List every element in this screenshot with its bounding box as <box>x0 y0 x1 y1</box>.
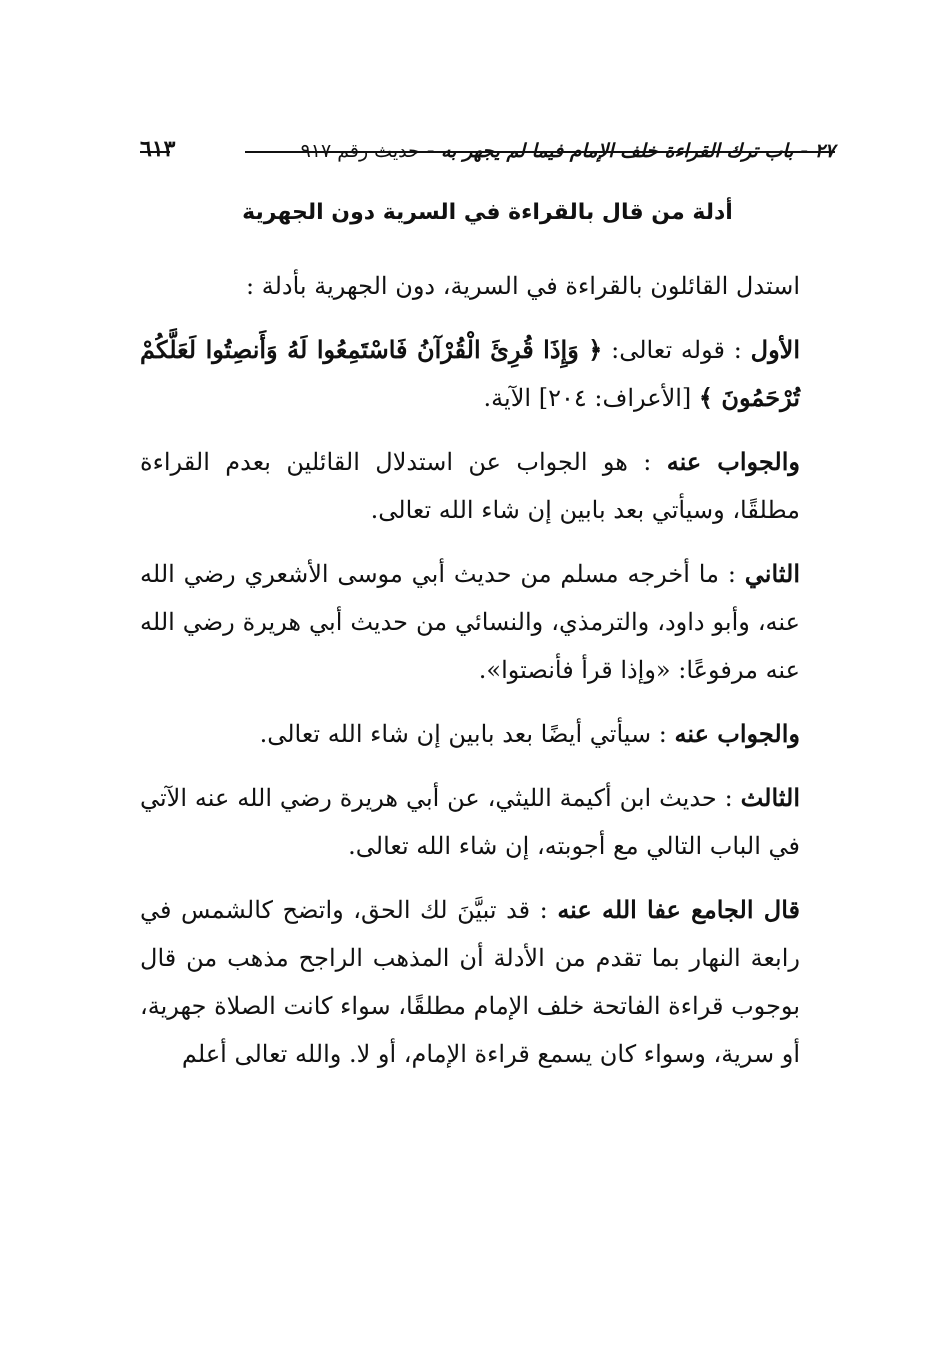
page-number: ٦١٣ <box>140 136 176 162</box>
answer1-text: : هو الجواب عن استدلال القائلين بعدم القراءة مطلقًا، وسيأتي بعد بابين إن شاء الله تعالى. <box>140 448 800 524</box>
body-text <box>140 262 800 1094</box>
conclusion-paragraph <box>140 886 800 1078</box>
second-evidence-paragraph <box>140 550 800 694</box>
second-label: الثاني <box>744 559 800 588</box>
quran-verse: ﴿ وَإِذَا قُرِئَ الْقُرْآنُ فَاسْتَمِعُوا لَهُ وَأَنصِتُوا لَعَلَّكُمْ تُرْحَمُونَ ﴾ <box>140 335 800 412</box>
first-lead: : قوله تعالى: <box>602 336 751 364</box>
header-rule <box>245 151 835 153</box>
answer2-label: والجواب عنه <box>674 719 800 748</box>
answer2-text: : سيأتي أيضًا بعد بابين إن شاء الله تعالى. <box>259 720 675 748</box>
chapter-title: ٢٧ - باب ترك القراءة خلف الإمام فيما لم يجهر به - <box>419 140 835 162</box>
second-text: : ما أخرجه مسلم من حديث أبي موسى الأشعري رضي الله عنه، وأبو داود، والترمذي، والنسائي من حديث أبي هريرة رضي الله عنه مرفوعًا: «وإذا قرأ فأنصتوا». <box>140 560 800 684</box>
answer1-label: والجواب عنه <box>666 447 800 476</box>
answer2-paragraph <box>140 710 800 758</box>
third-label: الثالث <box>740 783 800 812</box>
third-evidence-paragraph <box>140 774 800 870</box>
verse-reference: [الأعراف: ٢٠٤] الآية. <box>483 384 699 412</box>
running-head <box>140 118 835 162</box>
hadith-number: حديث رقم ٩١٧ <box>300 140 420 162</box>
conclusion-label: قال الجامع عفا الله عنه <box>557 895 800 924</box>
page-number-rule <box>140 151 170 153</box>
answer1-paragraph <box>140 438 800 534</box>
conclusion-text: : قد تبيَّنَ لك الحق، واتضح كالشمس في رابعة النهار بما تقدم من الأدلة أن المذهب الراجح مذهب من قال بوجوب قراءة الفاتحة خلف الإمام مطلقًا، سواء كانت الصلاة جهرية، أو سرية، وسواء كان يسمع قراءة الإمام، أو لا. والله تعالى أعلم <box>140 896 800 1068</box>
third-text: : حديث ابن أكيمة الليثي، عن أبي هريرة رضي الله عنه الآتي في الباب التالي مع أجوبته، إن شاء الله تعالى. <box>140 784 800 860</box>
section-heading: أدلة من قال بالقراءة في السرية دون الجهرية <box>242 200 733 225</box>
intro-paragraph: استدل القائلون بالقراءة في السرية، دون الجهرية بأدلة : <box>246 272 800 300</box>
first-label: الأول <box>750 335 801 364</box>
first-evidence-paragraph <box>140 326 800 422</box>
